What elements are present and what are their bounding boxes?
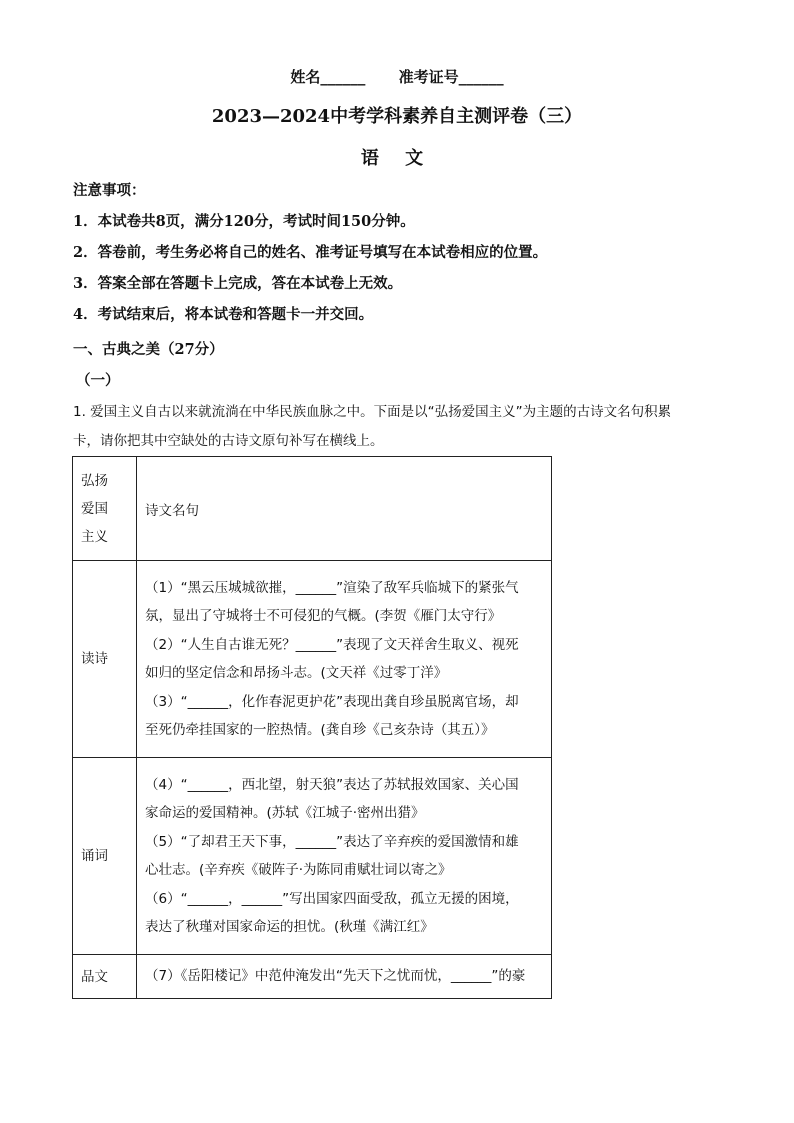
row-line: 氛，显出了守城将士不可侵犯的气概。(李贺《雁门太守行》 — [145, 608, 502, 624]
table-row — [73, 561, 552, 758]
row-category-cell: 品文 — [73, 955, 137, 999]
section-title: 一、古典之美（27分） — [73, 341, 224, 358]
row-content-cell — [137, 561, 552, 758]
header-category-line: 爱国 — [81, 500, 108, 517]
row-line: （4）“______，西北望，射天狼”表达了苏轼报效国家、关心国 — [145, 776, 519, 793]
table-header-row — [73, 457, 552, 561]
row-category-cell: 诵词 — [73, 758, 137, 955]
name-field-label: 姓名______ — [290, 68, 366, 86]
row-line: 如归的坚定信念和昂扬斗志。(文天祥《过零丁洋》 — [145, 665, 448, 681]
header-column-cell — [137, 457, 552, 561]
question-1-line: 卡，请你把其中空缺处的古诗文原句补写在横线上。 — [73, 433, 384, 449]
row-content-cell — [137, 955, 552, 999]
row-category-cell: 读诗 — [73, 561, 137, 758]
question-1-stem — [73, 398, 713, 456]
notes-item: 4．考试结束后，将本试卷和答题卡一并交回。 — [73, 306, 374, 323]
table-row — [73, 955, 552, 999]
notes-item: 1．本试卷共8页，满分120分，考试时间150分钟。 — [73, 213, 415, 230]
row-line: 至死仍牵挂国家的一腔热情。(龚自珍《己亥杂诗（其五）》 — [145, 722, 495, 738]
row-line: 表达了秋瑾对国家命运的担忧。(秋瑾《满江红》 — [145, 919, 434, 935]
part-label: （一） — [76, 372, 120, 389]
subject-title: 语 文 — [360, 148, 434, 169]
row-line: （1）“黑云压城城欲摧，______”渲染了敌军兵临城下的紧张气 — [145, 579, 519, 596]
notes-item: 2．答卷前，考生务必将自己的姓名、准考证号填写在本试卷相应的位置。 — [73, 244, 548, 261]
header-category-cell — [73, 457, 137, 561]
row-line: （3）“______，化作春泥更护花”表现出龚自珍虽脱离官场，却 — [145, 693, 519, 710]
candidate-info-line — [0, 66, 794, 87]
row-line: （2）“人生自古谁无死？______”表现了文天祥舍生取义、视死 — [145, 636, 519, 653]
row-line: （5）“了却君王天下事，______”表达了辛弃疾的爱国激情和雄 — [145, 833, 519, 850]
table-row — [73, 758, 552, 955]
notes-heading: 注意事项： — [73, 182, 146, 199]
row-line: （6）“______，______”写出国家四面受敌，孤立无援的困境， — [145, 890, 519, 907]
row-line: 心壮志。(辛弃疾《破阵子·为陈同甫赋壮词以寄之》 — [145, 862, 452, 878]
header-category-line: 弘扬 — [81, 472, 108, 489]
question-1-line: 1. 爱国主义自古以来就流淌在中华民族血脉之中。下面是以“弘扬爱国主义”为主题的古诗文名句积累 — [73, 404, 672, 420]
row-line: （7）《岳阳楼记》中范仲淹发出“先天下之忧而忧，______”的豪 — [145, 968, 526, 985]
poetry-fill-table — [72, 456, 552, 999]
notes-section — [73, 180, 723, 335]
exam-number-field-label: 准考证号______ — [398, 68, 504, 86]
row-content-cell — [137, 758, 552, 955]
header-column-label: 诗文名句 — [145, 502, 199, 519]
notes-item: 3．答案全部在答题卡上完成，答在本试卷上无效。 — [73, 275, 403, 292]
exam-title: 2023—2024中考学科素养自主测评卷（三） — [211, 106, 583, 127]
header-category-line: 主义 — [81, 528, 108, 545]
row-line: 家命运的爱国精神。(苏轼《江城子·密州出猎》 — [145, 805, 425, 821]
